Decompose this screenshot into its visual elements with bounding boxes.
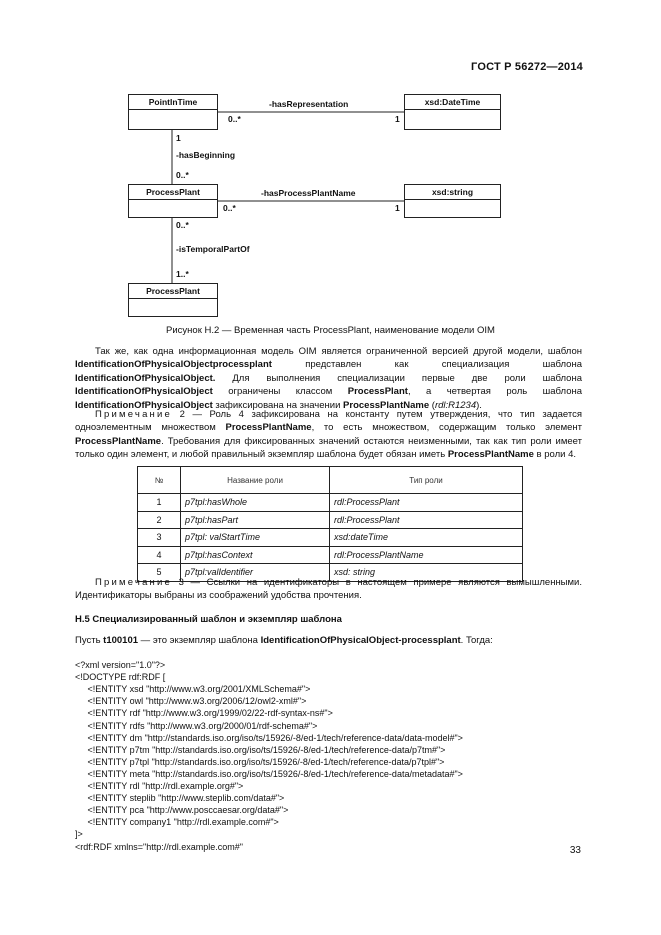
intro-paragraph: Пусть t100101 — это экземпляр шаблона IdentificationOfPhysicalObject-processplant. Тогда: xyxy=(75,635,493,646)
uml-connectors xyxy=(0,0,661,330)
figure-caption: Рисунок Н.2 — Временная часть ProcessPlant, наименование модели OIM xyxy=(166,325,495,336)
table-row xyxy=(138,529,523,547)
cell-role-type: rdl:ProcessPlant xyxy=(330,494,523,512)
code-line: ]> xyxy=(75,829,83,840)
note-2: Примечание 2 — Роль 4 зафиксирована на константу путем утверждения, что тип задается одноэлементным множеством ProcessPlantName, то есть множеством, содержащим только элемент ProcessPlantName. Требования для фиксированных значений остаются неизменными, так как тип роли имеет только один элемент, и любой правильный экземпляр шаблона будет обязан иметь ProcessPlantName в роли 4. xyxy=(75,409,582,461)
cell-role-name: p7tpl:hasPart xyxy=(181,511,330,529)
label-has-representation: -hasRepresentation xyxy=(269,99,349,109)
code-line: <!ENTITY rdl "http://rdl.example.org#"> xyxy=(75,781,244,792)
code-line: <!ENTITY xsd "http://www.w3.org/2001/XMLSchema#"> xyxy=(75,684,311,695)
cell-number: 5 xyxy=(138,564,181,582)
multiplicity: 1 xyxy=(176,133,181,143)
class-name: xsd:string xyxy=(405,185,500,200)
code-line: <rdf:RDF xmlns="http://rdl.example.com#" xyxy=(75,841,243,852)
code-line: <?xml version="1.0"?> xyxy=(75,660,166,671)
xml-code-block xyxy=(75,647,463,865)
cell-role-type: xsd: string xyxy=(330,564,523,582)
multiplicity: 0..* xyxy=(228,114,241,124)
code-line: <!ENTITY company1 "http://rdl.example.com#"> xyxy=(75,817,279,828)
table-row xyxy=(138,546,523,564)
class-xsd-string xyxy=(404,184,501,218)
code-line: <!ENTITY rdfs "http://www.w3.org/2000/01/rdf-schema#"> xyxy=(75,720,318,731)
code-line: <!ENTITY p7tm "http://standards.iso.org/iso/ts/15926/-8/ed-1/tech/reference-data/p7tm#"> xyxy=(75,744,446,755)
cell-role-name: p7tpl:hasWhole xyxy=(181,494,330,512)
label-has-beginning: -hasBeginning xyxy=(176,150,236,160)
label-is-temporal-part-of: -isTemporalPartOf xyxy=(176,244,250,254)
roles-table xyxy=(137,466,523,582)
multiplicity: 0..* xyxy=(223,203,236,213)
column-header-role-name: Название роли xyxy=(181,467,330,494)
class-name: ProcessPlant xyxy=(129,185,217,200)
code-line: <!ENTITY meta "http://standards.iso.org/iso/ts/15926/-8/ed-1/tech/reference-data/metadata#"> xyxy=(75,768,463,779)
multiplicity: 0..* xyxy=(176,220,189,230)
table-row xyxy=(138,511,523,529)
cell-number: 3 xyxy=(138,529,181,547)
cell-number: 2 xyxy=(138,511,181,529)
column-header-role-type: Тип роли xyxy=(330,467,523,494)
cell-role-name: p7tpl:valIdentifier xyxy=(181,564,330,582)
code-line: <!ENTITY p7tpl "http://standards.iso.org/iso/ts/15926/-8/ed-1/tech/reference-data/p7tpl#"> xyxy=(75,756,445,767)
section-heading: Н.5 Специализированный шаблон и экземпляр шаблона xyxy=(75,614,342,625)
note-3: Примечание 3 — Ссылки на идентификаторы в настоящем примере являются вымышленными. Идентификаторы выбраны из соображений удобства прочтения. xyxy=(75,577,582,602)
cell-role-type: rdl:ProcessPlantName xyxy=(330,546,523,564)
multiplicity: 1 xyxy=(395,203,400,213)
code-line: <!ENTITY rdf "http://www.w3.org/1999/02/22-rdf-syntax-ns#"> xyxy=(75,708,333,719)
class-xsd-datetime xyxy=(404,94,501,130)
class-name: PointInTime xyxy=(129,95,217,110)
code-line: <!ENTITY dm "http://standards.iso.org/iso/ts/15926/-8/ed-1/tech/reference-data/data-model#"> xyxy=(75,732,463,743)
class-point-in-time xyxy=(128,94,218,130)
class-process-plant-part xyxy=(128,283,218,317)
table-row xyxy=(138,494,523,512)
code-line: <!ENTITY pca "http://www.posccaesar.org/data#"> xyxy=(75,805,289,816)
cell-role-type: xsd:dateTime xyxy=(330,529,523,547)
cell-number: 4 xyxy=(138,546,181,564)
paragraph-specialization: Так же, как одна информационная модель OIM является ограниченной версией другой модели, шаблон IdentificationOfPhysicalObjectprocessplant представлен как специализация шаблона IdentificationOfPhysicalObject. Для выполнения специализации первые две роли шаблона IdentificationOfPhysicalObject ограничены классом ProcessPlant, а четвертая роль шаблона IdentificationOfPhysicalObject зафиксирована на значении ProcessPlantName (rdl:R1234). xyxy=(75,346,583,411)
page-number: 33 xyxy=(569,845,581,856)
label-has-process-plant-name: -hasProcessPlantName xyxy=(261,188,356,198)
cell-number: 1 xyxy=(138,494,181,512)
multiplicity: 0..* xyxy=(176,170,189,180)
table-header-row xyxy=(138,467,523,494)
class-process-plant xyxy=(128,184,218,218)
class-name: xsd:DateTime xyxy=(405,95,500,110)
multiplicity: 1 xyxy=(395,114,400,124)
code-line: <!ENTITY steplib "http://www.steplib.com/data#"> xyxy=(75,793,285,804)
code-line: <!DOCTYPE rdf:RDF [ xyxy=(75,672,166,683)
document-code: ГОСТ Р 56272—2014 xyxy=(471,61,583,73)
code-line: <!ENTITY owl "http://www.w3.org/2006/12/owl2-xml#"> xyxy=(75,696,307,707)
cell-role-type: rdl:ProcessPlant xyxy=(330,511,523,529)
multiplicity: 1..* xyxy=(176,269,189,279)
cell-role-name: p7tpl: valStartTime xyxy=(181,529,330,547)
cell-role-name: p7tpl:hasContext xyxy=(181,546,330,564)
class-name: ProcessPlant xyxy=(129,284,217,299)
column-header-number: № xyxy=(138,467,181,494)
